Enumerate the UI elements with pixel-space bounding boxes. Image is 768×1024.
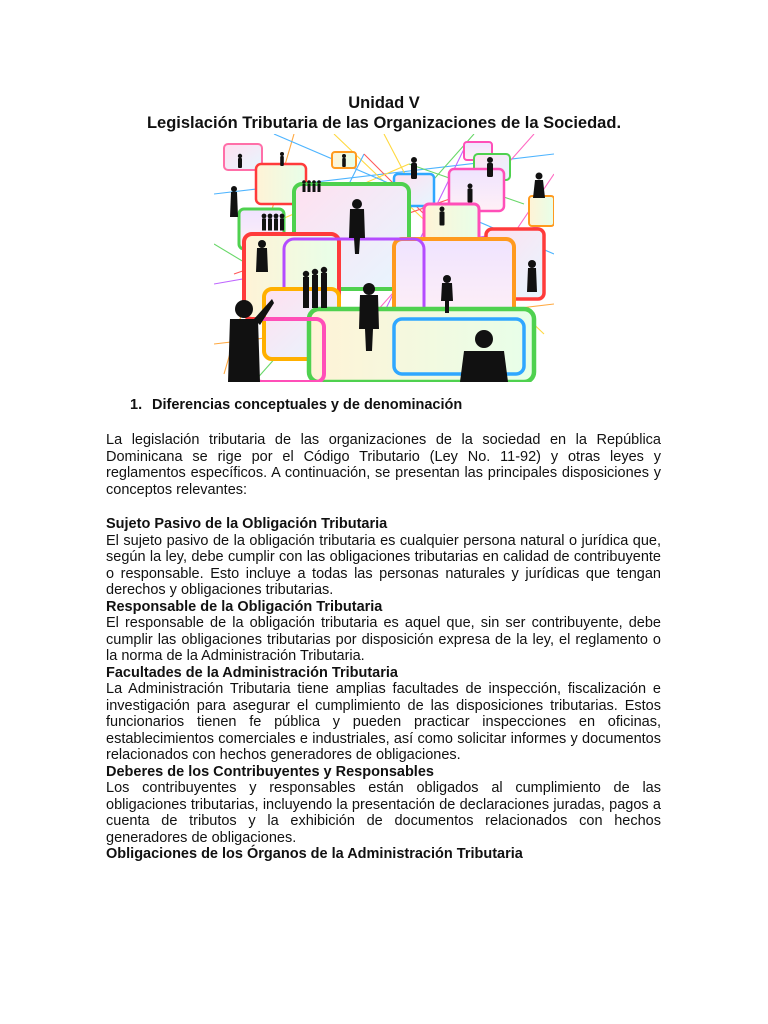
section-heading-text: Diferencias conceptuales y de denominación: [152, 397, 463, 413]
unit-title: Unidad V: [348, 94, 420, 112]
section-heading: [130, 396, 462, 414]
document-body: [106, 432, 661, 863]
subsection-text: La Administración Tributaria tiene amplias facultades de inspección, fiscalización e investigación para asegurar el cumplimiento de las disposiciones tributarias. Estos funcionarios tienen fe pública y pueden practicar inspecciones en oficinas, establecimientos comerciales e industriales, así como solicitar informes y documentos relacionados con hechos generadores de obligaciones.: [106, 681, 661, 763]
subsection-heading: Obligaciones de los Órganos de la Administración Tributaria: [106, 846, 523, 862]
subsection-heading: Deberes de los Contribuyentes y Responsables: [106, 763, 434, 780]
main-title: Legislación Tributaria de las Organizaciones de la Sociedad.: [146, 114, 622, 132]
subsection-text: El responsable de la obligación tributaria es aquel que, sin ser contribuyente, debe cumplir las obligaciones tributarias por disposición expresa de la ley, el reglamento o la norma de la Administración Tributaria.: [106, 615, 661, 664]
subsection-heading: Responsable de la Obligación Tributaria: [106, 598, 383, 615]
intro-paragraph: La legislación tributaria de las organizaciones de la sociedad en la República Dominicana se rige por el Código Tributario (Ley No. 11-92) y otras leyes y reglamentos específicos. A continuación, se presentan las principales disposiciones y conceptos relevantes:: [106, 432, 661, 498]
subsection-text: El sujeto pasivo de la obligación tributaria es cualquier persona natural o jurídica que, según la ley, debe cumplir con las obligaciones tributarias en calidad de contribuyente o responsable. Esto incluye a todas las personas naturales y jurídicas que tengan derechos y obligaciones tributarias.: [106, 532, 661, 598]
section-number: 1.: [130, 397, 143, 413]
subsection-heading: Sujeto Pasivo de la Obligación Tributaria: [106, 516, 388, 532]
subsection-text: Los contribuyentes y responsables están obligados al cumplimiento de las obligaciones tributarias, incluyendo la presentación de declaraciones juradas, pagos a cuenta de tributos y la exhibición de documentos relacionados con hechos generadores de obligaciones.: [106, 780, 661, 846]
people-network-illustration: [214, 134, 554, 382]
subsection-heading: Facultades de la Administración Tributaria: [106, 664, 398, 681]
